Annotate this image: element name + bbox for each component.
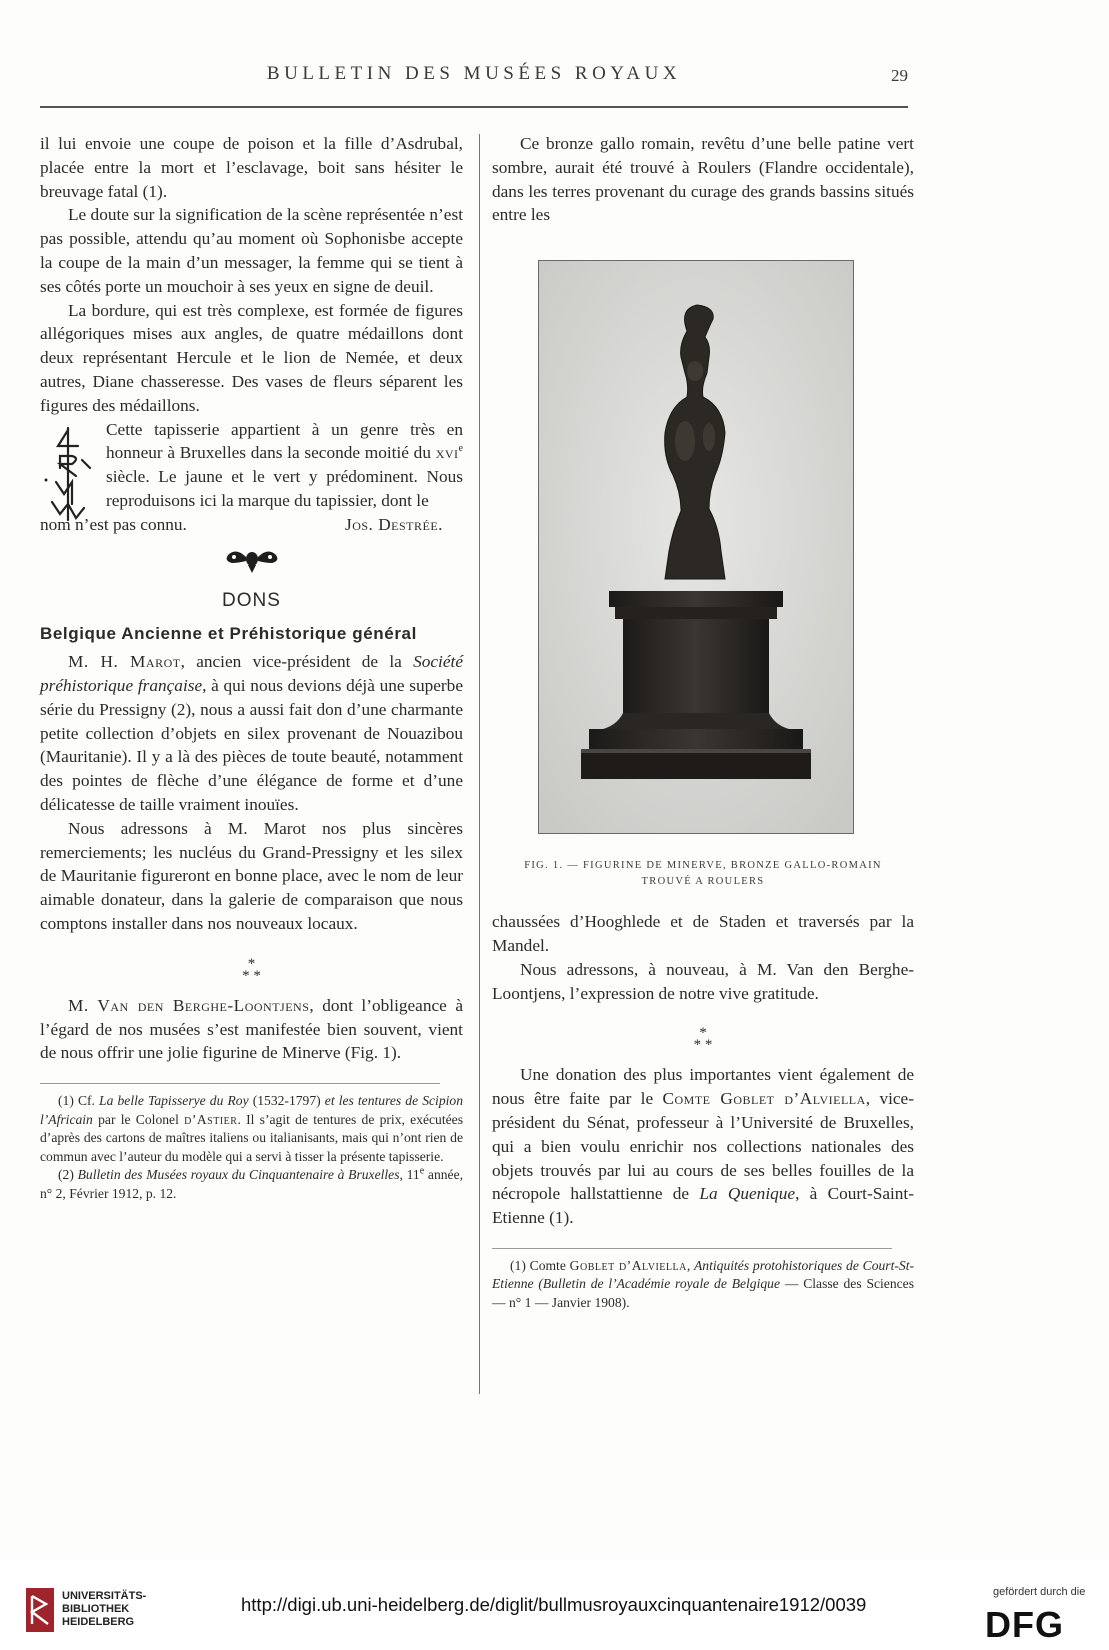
text-run: . Il s’agit de tentures de prix, exécutées d’après des cartons de maîtres italiens ou italianisants, mais qui n’ont rien de commun avec l’auteur du modèle qui a servi à tisser la présente tapisserie. <box>40 1111 463 1164</box>
paragraph: Le doute sur la signification de la scène représentée n’est pas possible, attendu qu’au moment où Sophonisbe accepte la coupe de la main d’un messager, la femme qui se tient à ses côtés porte un mouchoir à ses yeux en signe de deuil. <box>40 205 463 296</box>
fleuron-icon <box>222 547 282 573</box>
book-title: Antiquités protohistoriques de Court-St-Etienne (Bulletin de l’Académie royale de Belgique <box>492 1257 914 1292</box>
dfg-logo: DFG <box>985 1604 1064 1645</box>
paragraph: La bordure, qui est très complexe, est formée de figures allégoriques mises aux angles, de quatre médaillons dont deux représentant Hercule et le lion de Nemée, et deux autres, Diane chasseresse. Des vases de fleurs séparent les figures des médaillons. <box>40 300 463 415</box>
text-run: , à qui nous devions déjà une superbe série du Pressigny (2), nous a aussi fait don d’une charmante petite collection d’objets en silex provenant de Nouazibou (Mauritanie). Il y a là des pièces de toute beauté, notamment des pointes de flèche d’une élégance de forme et d’une délicatesse de taille vraiment inouïes. <box>40 675 463 814</box>
asterism-top: * <box>247 955 256 972</box>
footnote-rule <box>492 1248 892 1249</box>
right-column <box>492 132 914 1312</box>
footnote <box>492 1257 914 1313</box>
text-run: nom n’est pas connu. <box>40 514 187 534</box>
donor-name: M. H. Marot <box>68 652 181 672</box>
digitization-footer <box>0 1560 1109 1650</box>
caption-line: FIG. 1. — FIGURINE DE MINERVE, BRONZE GALLO-ROMAIN <box>524 860 882 872</box>
text-run: (1) Comte <box>510 1257 570 1273</box>
author-name: d’Astier <box>184 1111 238 1127</box>
text-run: , à Court-Saint-Etienne (1). <box>492 1184 914 1228</box>
minerva-figurine-photo <box>538 260 854 834</box>
university-library-logo-icon <box>26 1588 54 1632</box>
journal-title: BULLETIN DES MUSÉES ROYAUX <box>266 63 682 84</box>
text-run: (1) Cf. <box>58 1093 100 1109</box>
paragraph <box>492 1063 914 1230</box>
paragraph: Nous adressons à M. Marot nos plus sincères remerciements; les nucléus du Grand-Pressigny et les silex de Mauritanie figureront en bonne place, avec le nom de leur aimable donateur, dans la galerie de comparaison que nous comptons installer dans nos nouveaux locaux. <box>40 818 463 933</box>
text-run: , dont l’obligeance à l’égard de nos musées s’est manifestée bien souvent, vient de nous offrir une jolie figurine de Minerve (Fig. 1). <box>40 995 464 1063</box>
funding-note: gefördert durch die <box>993 1586 1086 1598</box>
asterism-bottom: * * <box>693 1037 713 1054</box>
book-title: et les tentures de Scipion l’Africain <box>40 1093 463 1127</box>
paragraph: Ce bronze gallo romain, revêtu d’une belle patine vert sombre, aurait été trouvé à Roulers (Flandre occidentale), dans les terres provenant du curage des grands bassins situés entre les <box>492 134 914 225</box>
weaver-mark-icon <box>42 424 94 524</box>
library-name-line: HEIDELBERG <box>62 1616 135 1628</box>
century-numeral: xvi <box>435 443 459 463</box>
donor-name: Comte Goblet d’Alviella <box>662 1089 866 1109</box>
text-run: (2) <box>58 1167 78 1183</box>
text-run: par le Colonel <box>92 1111 185 1127</box>
footnote <box>40 1092 463 1166</box>
page-number: 29 <box>891 66 908 85</box>
author-signature: Jos. Destrée. <box>344 514 443 534</box>
text-run: siècle. Le jaune et le vert y prédominent. Nous reproduisons ici la marque du tapissier, dont le <box>106 467 463 510</box>
signature-line <box>40 513 463 537</box>
figurine-illustration <box>539 261 853 833</box>
asterism <box>492 1025 914 1054</box>
library-name <box>62 1590 146 1629</box>
paragraph: Nous adressons, à nouveau, à M. Van den Berghe-Loontjens, l’expression de notre vive gratitude. <box>492 959 914 1003</box>
figure-caption <box>492 858 914 890</box>
book-title: La belle Tapisserye du Roy <box>99 1093 249 1109</box>
society-name: Société préhistorique française <box>40 652 463 695</box>
text-run: Une donation des plus importantes vient également de nous être faite par le <box>492 1065 914 1109</box>
running-header <box>40 63 908 93</box>
text-run: , 11 <box>399 1167 420 1183</box>
library-name-line: UNIVERSITÄTS- <box>62 1590 147 1602</box>
footnote-rule <box>40 1083 440 1084</box>
superscript: e <box>419 1165 425 1177</box>
paragraph <box>40 418 463 513</box>
donor-name: M. Van den Berghe-Loontjens <box>68 995 310 1015</box>
asterism-bottom: * * <box>242 967 261 984</box>
ornament-divider <box>40 547 463 575</box>
column-divider <box>479 134 480 1394</box>
text-run: , ancien vice-président de la <box>180 652 414 672</box>
caption-line: TROUVÉ A ROULERS <box>641 876 765 888</box>
section-heading: Belgique Ancienne et Préhistorique général <box>40 624 417 644</box>
section-title: DONS <box>222 589 281 611</box>
site-name: La Quenique <box>699 1184 796 1204</box>
header-rule <box>40 106 908 108</box>
library-name-line: BIBLIOTHEK <box>62 1603 130 1615</box>
footnote <box>40 1166 463 1203</box>
paragraph <box>40 650 463 817</box>
permalink-url[interactable]: http://digi.ub.uni-heidelberg.de/diglit/bullmusroyauxcinquantenaire1912/0039 <box>241 1594 867 1615</box>
text-run: — Classe des Sciences — n° 1 — Janvier 1908). <box>492 1276 914 1310</box>
superscript: e <box>458 443 463 455</box>
journal-citation: Bulletin des Musées royaux du Cinquantenaire à Bruxelles <box>77 1167 400 1183</box>
paragraph: chaussées d’Hooghlede et de Staden et traversés par la Mandel. <box>492 912 914 955</box>
text-run: , vice-président du Sénat, professeur à l’Université de Bruxelles, qui a bien voulu enrichir nos collections nationales des objets trouvés par lui au cours de ses belles fouilles de la nécropole hallstattienne de <box>492 1089 914 1204</box>
asterism-top: * <box>699 1025 707 1042</box>
tapestry-mark-paragraph <box>40 418 463 513</box>
text-run: année, n° 2, Février 1912, p. 12. <box>40 1167 464 1201</box>
asterism <box>40 955 463 984</box>
text-run: , <box>686 1257 694 1273</box>
paragraph: il lui envoie une coupe de poison et la fille d’Asdrubal, placée entre la mort et l’esclavage, boit sans hésiter le breuvage fatal (1). <box>40 134 463 201</box>
author-name: Goblet d’Alviella <box>569 1257 687 1273</box>
paragraph <box>40 994 463 1065</box>
text-run: (1532-1797) <box>248 1093 325 1109</box>
left-column <box>40 132 463 1203</box>
text-run: Cette tapisserie appartient à un genre très en honneur à Bruxelles dans la seconde moitié du <box>106 419 463 463</box>
